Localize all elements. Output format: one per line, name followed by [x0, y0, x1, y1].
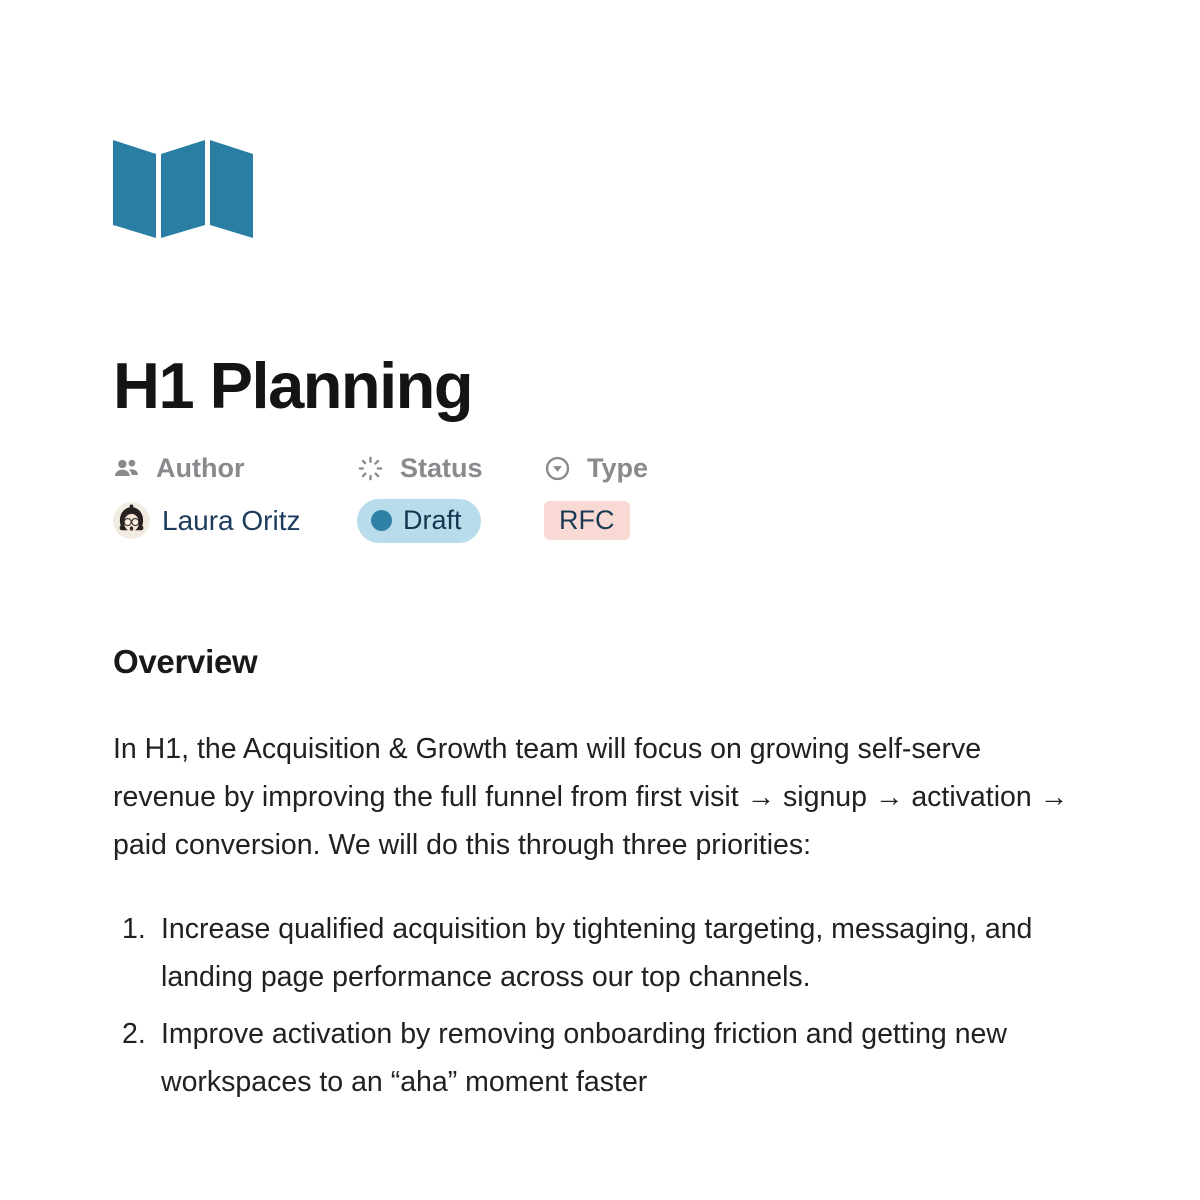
- spinner-icon: [357, 455, 384, 482]
- properties-panel: [113, 454, 1090, 543]
- status-dot: [371, 510, 392, 531]
- priorities-list: [113, 905, 1088, 1106]
- map-icon: [113, 140, 253, 238]
- status-property-label[interactable]: [357, 454, 544, 484]
- status-label-text: Status: [400, 453, 483, 483]
- type-label-text: Type: [587, 453, 649, 483]
- page-icon[interactable]: [113, 140, 253, 238]
- author-person-chip[interactable]: [113, 502, 301, 539]
- list-item: [113, 1010, 1088, 1106]
- list-item: [113, 905, 1088, 1001]
- page-title[interactable]: H1 Planning: [113, 349, 473, 422]
- avatar: [113, 502, 150, 539]
- property-author: [113, 454, 357, 543]
- author-name: Laura Oritz: [162, 504, 301, 536]
- people-icon: [113, 455, 140, 482]
- author-property-label[interactable]: [113, 454, 357, 484]
- list-item-text: Improve activation by removing onboarding friction and getting new workspaces to an “aha” moment faster: [161, 1017, 1007, 1098]
- property-type: [544, 454, 648, 543]
- type-tag-rfc[interactable]: [544, 501, 630, 540]
- list-item-number: 2.: [122, 1017, 146, 1050]
- status-value-text: Draft: [403, 505, 462, 535]
- status-pill-draft[interactable]: [357, 499, 481, 543]
- list-item-text: Increase qualified acquisition by tightening targeting, messaging, and landing page performance across our top channels.: [161, 912, 1033, 993]
- circle-triangle-down-icon: [544, 455, 571, 482]
- overview-heading: Overview: [113, 642, 258, 680]
- author-label-text: Author: [156, 453, 245, 483]
- type-property-label[interactable]: [544, 454, 648, 484]
- list-item-number: 1.: [122, 912, 146, 945]
- overview-paragraph: In H1, the Acquisition & Growth team will focus on growing self-serve revenue by improving the full funnel from first visit → signup → activation → paid conversion. We will do this through three priorities:: [113, 732, 1069, 861]
- property-status: [357, 454, 544, 543]
- type-value-text: RFC: [559, 505, 615, 535]
